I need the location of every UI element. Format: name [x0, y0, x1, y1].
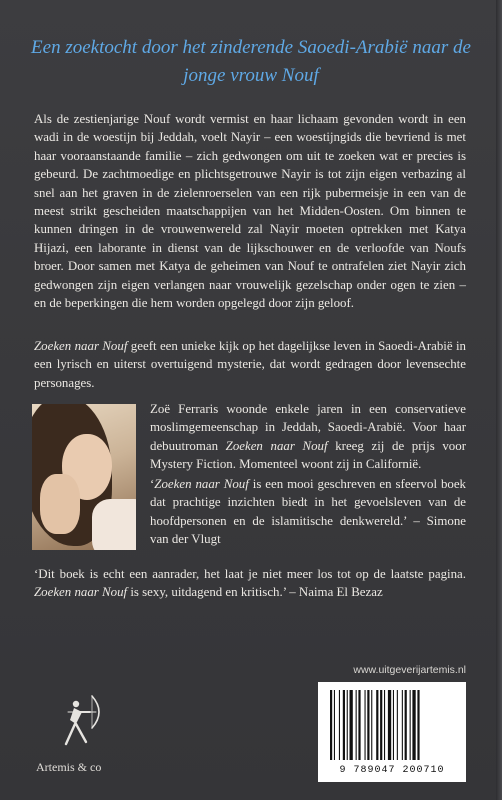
cover-edge — [496, 0, 502, 800]
review-quote-2-text-a: ‘Dit boek is echt een aanrader, het laat je niet meer los tot op de laatste pagina. — [34, 567, 466, 581]
book-title-italic: Zoeken naar Nouf — [225, 438, 328, 453]
barcode-bars-icon — [330, 690, 454, 760]
book-title-italic: Zoeken naar Nouf — [154, 477, 249, 491]
review-quote-2 — [34, 565, 466, 602]
author-bio-text-b: kreeg zij de prijs voor Mystery Fiction. Momenteel woont zij in Californië. — [150, 438, 466, 472]
book-title-italic: Zoeken naar Nouf — [34, 339, 128, 353]
archer-logo-icon — [52, 690, 112, 750]
author-bio — [150, 400, 466, 474]
review-quote-2-text-b: is sexy, uitdagend en kritisch.’ – Naima El Bezaz — [127, 585, 383, 600]
synopsis-paragraph: Als de zestienjarige Nouf wordt vermist en haar lichaam gevonden wordt in een wadi in de woestijn bij Jeddah, voelt Nayir – een woestijngids die bevriend is met haar vooraanstaande familie – zich gedwongen om uit te zoeken wat er precies is gebeurd. De zachtmoedige en plichtsgetrouwe Nayir is tot zijn eigen verbazing al snel aan het graven in de zielenroerselen van een rijk pubermeisje in een van de meest strikt gescheiden maatschappijen van het Midden-Oosten. Om binnen te kunnen dringen in de vrouwenwereld zal Nayir moeten optrekken met Katya Hijazi, een laborante in dienst van de lijkschouwer en de verloofde van Noufs broer. Door samen met Katya de geheimen van Nouf te ontrafelen ziet Nayir zich gedwongen zijn eigen verlangen naar vrouwelijk gezelschap onder ogen te zien – en de beperkingen die hem worden opgelegd door zijn geloof. — [34, 112, 466, 311]
tagline-title: Een zoektocht door het zinderende Saoedi-Arabië naar de jonge vrouw Nouf — [31, 37, 471, 86]
author-photo — [32, 404, 136, 550]
isbn-number: 9 789047 200710 — [339, 765, 445, 776]
summary-paragraph — [34, 337, 466, 392]
publisher-name: Artemis & co — [36, 760, 102, 774]
author-bio-text-a: Zoë Ferraris woonde enkele jaren in een conservatieve moslimgemeenschap in Jeddah, Saoedi-Arabië. Voor haar debuutroman — [150, 402, 466, 453]
quote-open: ‘ — [150, 477, 155, 491]
review-quote-1 — [150, 475, 466, 549]
publisher-url: www.uitgeverijartemis.nl — [353, 664, 466, 676]
review-quote-1-text: is een mooi geschreven en sfeervol boek dat prachtige inzichten biedt in het gevoelsleven van de hoofdpersonen en de islamitische denkwereld.’ – Simone van der Vlugt — [150, 477, 467, 547]
isbn-barcode — [318, 682, 466, 782]
book-title-italic: Zoeken naar Nouf — [34, 585, 128, 600]
summary-text: geeft een unieke kijk op het dagelijkse leven in Saoedi-Arabië in een lyrisch en uiterst overtuigend mysterie, dat wordt gedragen door levensechte personages. — [34, 339, 466, 390]
